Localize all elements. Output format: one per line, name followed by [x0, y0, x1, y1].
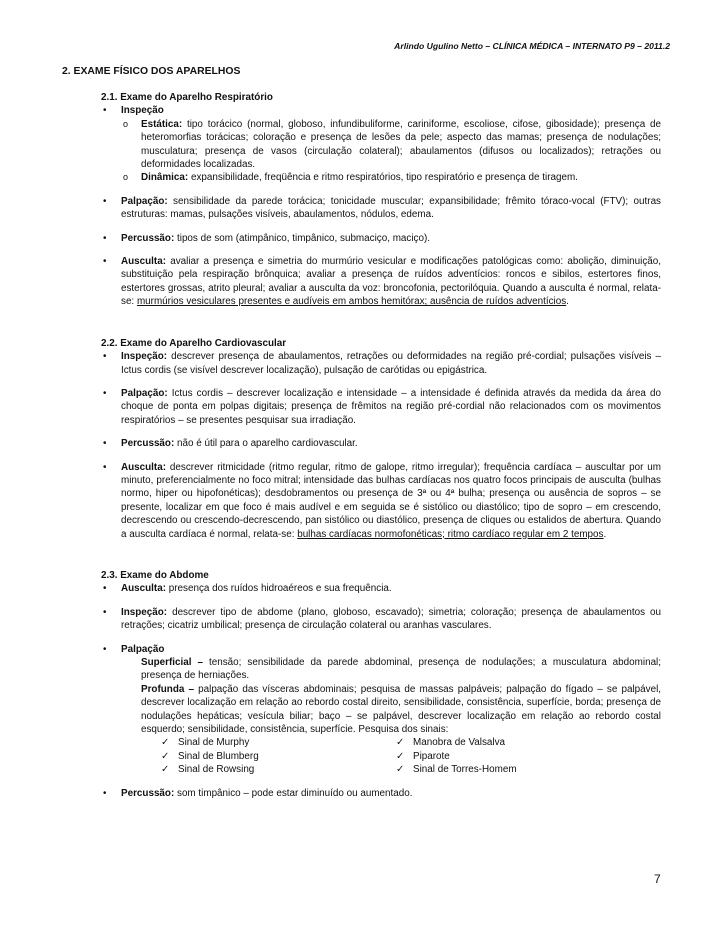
- list-item-inspecao-cardio: [101, 350, 661, 377]
- item-label: Inspeção: [121, 105, 164, 117]
- checklist-item: [396, 763, 631, 776]
- list-item-percussao-abd: [101, 787, 661, 800]
- palpacao-profunda: [121, 683, 661, 737]
- item-label: Percussão:: [121, 787, 175, 799]
- list-item-ausculta-cardio: [101, 461, 661, 541]
- circle-bullet-icon: o: [123, 172, 129, 183]
- bullet-icon: •: [103, 105, 107, 117]
- document-body: [101, 91, 661, 800]
- item-label: Palpação:: [121, 387, 168, 399]
- list-item-palpacao-cardio: [101, 387, 661, 427]
- bullet-icon: •: [103, 232, 107, 244]
- item-text: tipo torácico (normal, globoso, infundibuliforme, cariniforme, escoliose, cifose, gibosidade); presença de heteromorfias torácicas; coloração e presença de lesões da pele; aspecto das mamas; presença de nodulações; musculatura; presença de vasos (circulação colateral); abaulamentos (difusos ou localizados); retrações ou deformidades localizadas.: [141, 118, 661, 171]
- running-header: Arlindo Ugulino Netto – CLÍNICA MÉDICA – INTERNATO P9 – 2011.2: [394, 41, 670, 51]
- checklist-text: Sinal de Torres-Homem: [413, 764, 517, 776]
- abdome-list: [101, 582, 661, 800]
- underlined-normal-report: bulhas cardíacas normofonéticas; ritmo cardíaco regular em 2 tempos: [297, 528, 604, 540]
- bullet-icon: •: [103, 606, 107, 618]
- underlined-normal-report: murmúrios vesiculares presentes e audíveis em ambos hemitórax; ausência de ruídos adventícios: [136, 296, 567, 308]
- item-text: expansibilidade, freqüência e ritmo respiratórios, tipo respiratório e presença de tiragem.: [190, 172, 578, 184]
- item-text-end: .: [566, 296, 569, 308]
- checklist-column-left: [161, 736, 396, 776]
- item-label: Percussão:: [121, 438, 175, 450]
- item-label: Ausculta:: [121, 256, 166, 268]
- checklist-text: Manobra de Valsalva: [413, 737, 506, 749]
- section-title: 2. EXAME FÍSICO DOS APARELHOS: [62, 66, 241, 77]
- check-icon: ✓: [396, 750, 405, 762]
- bullet-icon: •: [103, 195, 107, 207]
- checklist-text: Sinal de Murphy: [178, 737, 250, 749]
- sublist-item-dinamica: [121, 171, 661, 184]
- checklist-text: Piparote: [413, 750, 450, 762]
- item-label: Palpação:: [121, 195, 168, 207]
- check-icon: ✓: [161, 750, 170, 762]
- check-icon: ✓: [396, 764, 405, 776]
- cardiovascular-list: [101, 350, 661, 541]
- bullet-icon: •: [103, 256, 107, 268]
- item-text: descrever tipo de abdome (plano, globoso, escavado); simetria; coloração; presença de abaulamentos ou retrações; cicatriz umbilical; presença de circulação colateral ou aranhas vasculares.: [121, 606, 661, 632]
- item-text: não é útil para o aparelho cardiovascular.: [177, 438, 358, 450]
- checklist-item: [396, 750, 631, 763]
- bullet-icon: •: [103, 643, 107, 655]
- item-label: Dinâmica:: [141, 172, 189, 184]
- checklist-item: [161, 763, 396, 776]
- page-number: 7: [654, 872, 661, 886]
- bullet-icon: •: [103, 387, 107, 399]
- item-text: sensibilidade da parede torácica; tonicidade muscular; expansibilidade; frêmito tóraco-vocal (FTV); outras estruturas: mamas, pulsações visíveis, abaulamentos, nódulos, edema.: [121, 195, 661, 221]
- check-icon: ✓: [396, 737, 405, 749]
- list-item-percussao-resp: [101, 232, 661, 245]
- item-text: tipos de som (atimpânico, timpânico, submaciço, maciço).: [177, 232, 431, 244]
- checklist-text: Sinal de Blumberg: [178, 750, 259, 762]
- item-text: Ictus cordis – descrever localização e intensidade – a intensidade é definida através da medida da área do choque de ponta em polpas digitais; presença de frêmitos na região pré-cordial não relacionados com os movimentos respiratórios – se presentes pesquisar sua irradiação.: [121, 387, 661, 426]
- item-text: som timpânico – pode estar diminuído ou aumentado.: [177, 787, 413, 799]
- list-item-palpacao-abd: [101, 643, 661, 777]
- list-item-ausculta-abd: [101, 582, 661, 595]
- item-text: tensão; sensibilidade da parede abdominal, presença de nodulações; a musculatura abdominal; presença de herniações.: [141, 657, 661, 682]
- item-text: presença dos ruídos hidroaéreos e sua frequência.: [168, 583, 392, 595]
- item-label: Estática:: [141, 118, 183, 130]
- palpacao-superficial: [121, 656, 661, 683]
- item-label: Profunda –: [141, 683, 194, 695]
- list-item-palpacao-resp: [101, 195, 661, 222]
- item-text: descrever ritmicidade (ritmo regular, ritmo de galope, ritmo irregular); frequência cardíaca – auscultar por um minuto, preferencialmente no foco mitral; intensidade das bulhas cardíacas nos quatro focos principais de ausculta (bulhas normo, hiper ou hipofonéticas); desdobramentos ou presença de 3ª ou 4ª bulha; presença ou ausência de sopros – se presente, localizar em que foco é mais audível e em seguida se é sistólico ou diastólico; tipo de sopro – em crescendo, decrescendo ou crescendo-decrescendo, pan sistólico ou diastólico, presença de cliques ou estalidos de abertura. Quando a ausculta cardíaca é normal, relata-se:: [121, 461, 662, 540]
- item-label: Palpação: [121, 643, 165, 655]
- check-icon: ✓: [161, 764, 170, 776]
- subsection-title-cardiovascular: 2.2. Exame do Aparelho Cardiovascular: [101, 337, 287, 349]
- bullet-icon: •: [103, 461, 107, 473]
- item-text-end: .: [603, 528, 607, 540]
- list-item-percussao-cardio: [101, 437, 661, 450]
- sublist-item-estatica: [121, 118, 661, 172]
- inspecao-sublist: [121, 118, 661, 185]
- list-item-ausculta-resp: [101, 255, 661, 309]
- item-text: palpação das vísceras abdominais; pesquisa de massas palpáveis; palpação do fígado – se palpável, descrever localização em relação ao rebordo costal direito, sensibilidade, consistência, superfície, borda; presença de nodulações hepáticas; vesícula biliar; baço – se palpável, descrever localização em relação ao rebordo costal esquerdo; sensibilidade, consistência, superfície. Pesquisa dos sinais:: [141, 683, 662, 736]
- item-label: Inspeção:: [121, 606, 168, 618]
- bullet-icon: •: [103, 351, 107, 363]
- sinais-checklist: [121, 736, 661, 776]
- subsection-title-abdome: 2.3. Exame do Abdome: [101, 569, 209, 581]
- item-text: avaliar a presença e simetria do murmúrio vesicular e modificações patológicas como: abolição, diminuição, substituição pela respiração brônquica; avaliar a presença de ruídos adventícios: roncos e sibilos, estertores finos, estertores grossas, atrito pleural; avaliar a ausculta da voz: broncofonia, pectorilóquia. Quando a ausculta é normal, relata-se:: [121, 256, 662, 308]
- checklist-item: [396, 736, 631, 749]
- checklist-item: [161, 750, 396, 763]
- bullet-icon: •: [103, 438, 107, 450]
- item-label: Ausculta:: [121, 583, 166, 595]
- respiratorio-list: [101, 104, 661, 308]
- item-label: Percussão:: [121, 232, 175, 244]
- item-label: Superficial –: [141, 657, 203, 668]
- check-icon: ✓: [161, 737, 170, 749]
- list-item-inspecao-resp: [101, 104, 661, 184]
- circle-bullet-icon: o: [123, 118, 129, 129]
- list-item-inspecao-abd: [101, 606, 661, 633]
- bullet-icon: •: [103, 583, 107, 595]
- item-label: Ausculta:: [121, 461, 166, 473]
- checklist-column-right: [396, 736, 631, 776]
- item-label: Inspeção:: [121, 351, 168, 363]
- checklist-text: Sinal de Rowsing: [178, 764, 255, 776]
- subsection-title-respiratorio: 2.1. Exame do Aparelho Respiratório: [101, 92, 273, 103]
- checklist-item: [161, 736, 396, 749]
- item-text: descrever presença de abaulamentos, retrações ou deformidades na região pré-cordial; pulsações visíveis – Ictus cordis (se visível descrever localização), pulsação de carótidas ou epigástrica.: [121, 351, 661, 376]
- bullet-icon: •: [103, 787, 107, 799]
